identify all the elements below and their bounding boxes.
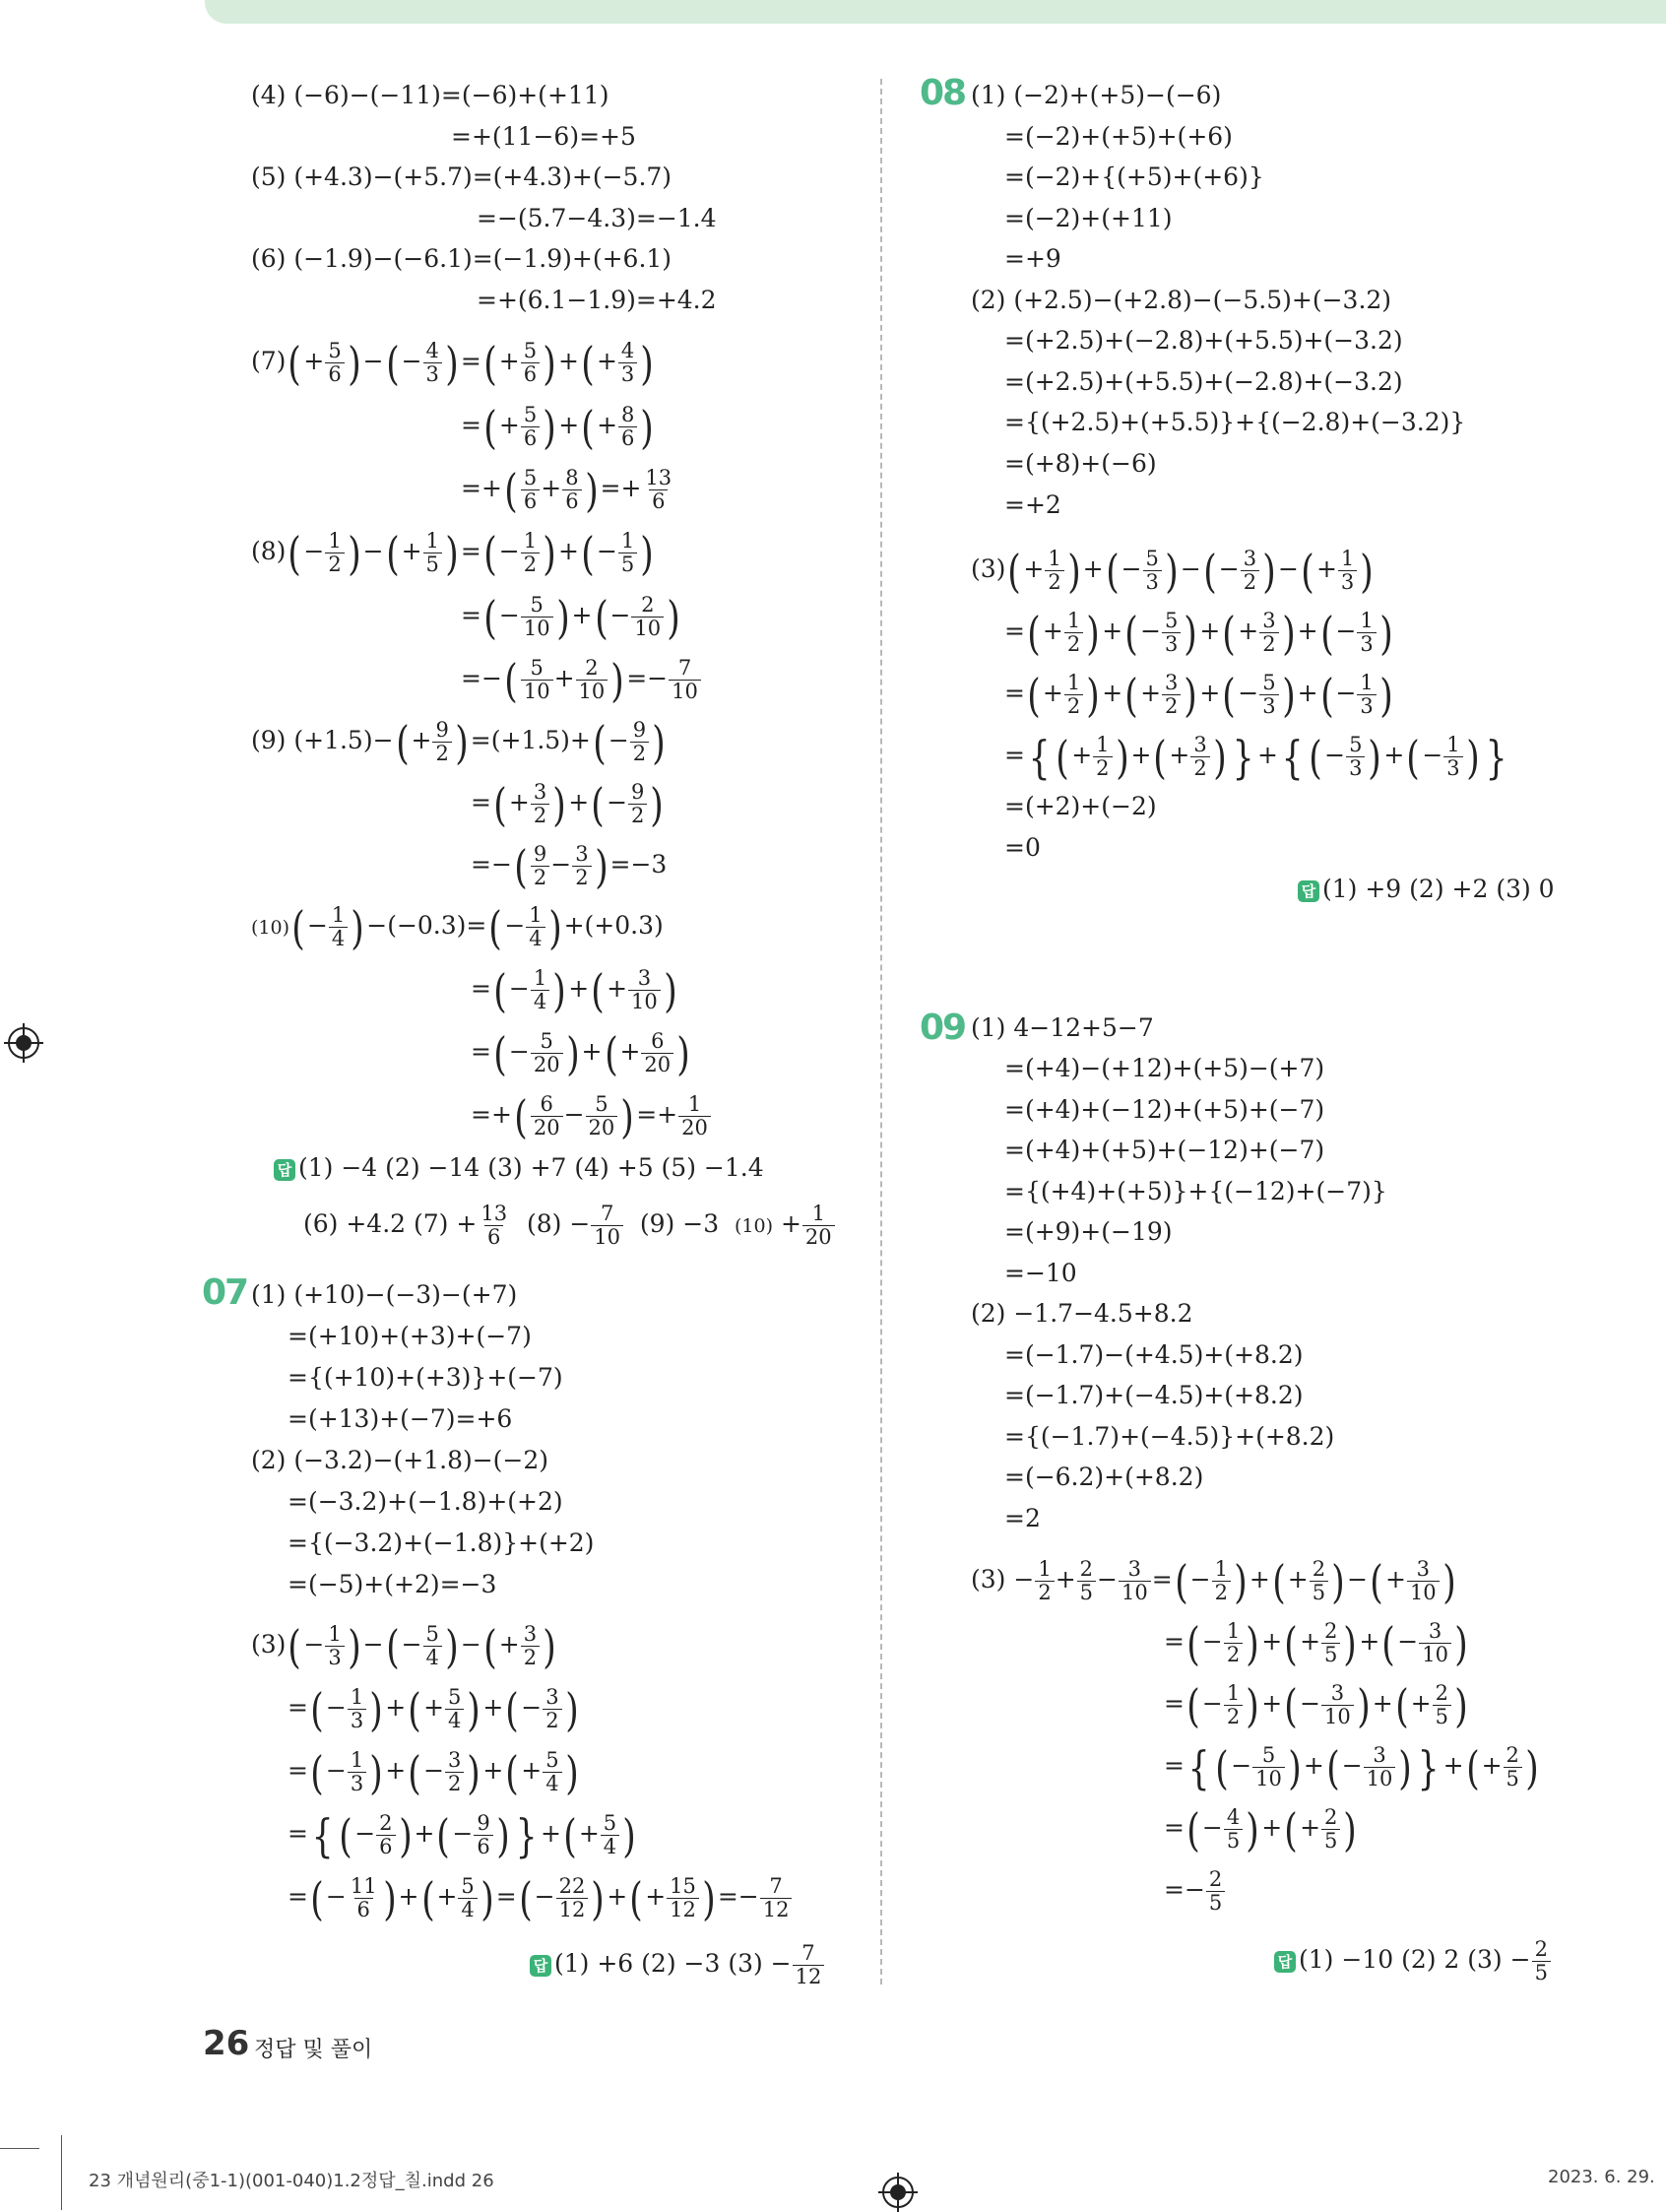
problem-9-line-3: =−( $\frac{9}{2}$ − $\frac{3}{2}$ )=−3	[471, 839, 668, 893]
s09-line-11: ={(−1.7)+(−4.5)}+(+8.2)	[1004, 1422, 1335, 1451]
s08-line-10: =(+8)+(−6)	[1004, 449, 1157, 478]
s09-line-7: =−10	[1004, 1259, 1077, 1287]
problem-5-line-2: =−(5.7−4.3)=−1.4	[477, 204, 717, 232]
s09-line-2: =(+4)−(+12)+(+5)−(+7)	[1004, 1054, 1325, 1082]
s09-line-4: =(+4)+(+5)+(−12)+(−7)	[1004, 1136, 1325, 1164]
s08-3-line-3: =(+ $\frac{1}{2}$ )+(+ $\frac{3}{2}$ )+(− $\frac{5}{3}$ )+(− $\frac{1}{3}$ )	[1004, 668, 1393, 722]
s09-line-10: =(−1.7)+(−4.5)+(+8.2)	[1004, 1381, 1304, 1409]
s09-3-line-3: =(− $\frac{1}{2}$ )+(− $\frac{3}{10}$ )+(+ $\frac{2}{5}$ )	[1164, 1678, 1468, 1732]
problem-10-line-2: =(− $\frac{1}{4}$ )+(+ $\frac{3}{10}$ )	[471, 963, 677, 1017]
s07-3-line-1: (3)(− $\frac{1}{3}$ )−(− $\frac{5}{4}$ )−(+ $\frac{3}{2}$ )	[251, 1619, 556, 1673]
s07-3-line-4: ={ (− $\frac{2}{6}$ )+(− $\frac{9}{6}$ ) } +(+ $\frac{5}{4}$ )	[288, 1808, 636, 1862]
s07-line-2: =(+10)+(+3)+(−7)	[288, 1322, 532, 1350]
problem-4-line-1: (4) (−6)−(−11)=(−6)+(+11)	[251, 81, 609, 109]
answer-06-text-2: (6) +4.2 (7) +	[303, 1209, 478, 1238]
s07-line-8: =(−5)+(+2)=−3	[288, 1570, 497, 1598]
registration-mark-icon	[8, 1027, 39, 1059]
s07-line-1: (1) (+10)−(−3)−(+7)	[251, 1280, 518, 1309]
s08-line-2: =(−2)+(+5)+(+6)	[1004, 122, 1233, 151]
answer-09: 답 (1) −10 (2) 2 (3) − $\frac{2}{5}$	[1274, 1938, 1552, 1984]
s08-line-11: =+2	[1004, 490, 1061, 519]
problem-8-line-1: (8)(− $\frac{1}{2}$ )−(+ $\frac{1}{5}$ )=(− $\frac{1}{2}$ )+(− $\frac{1}{5}$ )	[251, 526, 654, 580]
problem-10-line-4: =+( $\frac{6}{20}$ − $\frac{5}{20}$ )=+ $\frac{1}{20}$	[471, 1093, 712, 1139]
crop-mark	[0, 2148, 39, 2149]
s08-line-12: =(+2)+(−2)	[1004, 792, 1157, 820]
s08-3-line-4: ={ (+ $\frac{1}{2}$ )+(+ $\frac{3}{2}$ ) } +{ (− $\frac{5}{3}$ )+(− $\frac{1}{3}$ ) }	[1004, 730, 1507, 784]
s08-3-line-1: (3)(+ $\frac{1}{2}$ )+(− $\frac{5}{3}$ )−(− $\frac{3}{2}$ )−(+ $\frac{1}{3}$ )	[971, 544, 1374, 598]
answer-icon: 답	[274, 1159, 295, 1181]
s09-line-8: (2) −1.7−4.5+8.2	[971, 1299, 1193, 1328]
answer-08-text: (1) +9 (2) +2 (3) 0	[1322, 875, 1555, 903]
problem-10-line-3: =(− $\frac{5}{20}$ )+(+ $\frac{6}{20}$ )	[471, 1026, 690, 1080]
answer-08	[1298, 873, 1555, 906]
s08-line-9: ={(+2.5)+(+5.5)}+{(−2.8)+(−3.2)}	[1004, 408, 1466, 436]
problem-4-line-2: =+(11−6)=+5	[451, 122, 636, 151]
section-number-08: 08	[920, 73, 966, 113]
answer-06-row-1	[274, 1151, 764, 1185]
s07-line-4: =(+13)+(−7)=+6	[288, 1404, 513, 1433]
answer-06-text-1: (1) −4 (2) −14 (3) +7 (4) +5 (5) −1.4	[298, 1153, 764, 1182]
s09-3-line-2: =(− $\frac{1}{2}$ )+(+ $\frac{2}{5}$ )+(− $\frac{3}{10}$ )	[1164, 1616, 1468, 1670]
problem-5-line-1: (5) (+4.3)−(+5.7)=(+4.3)+(−5.7)	[251, 163, 673, 191]
problem-7-line-3: =+( $\frac{5}{6}$ + $\frac{8}{6}$ )=+ $\frac{13}{6}$	[461, 463, 673, 517]
answer-06-row-2: (6) +4.2 (7) + $\frac{13}{6}$ (8) − $\frac{7}{10}$ (9) −3 (10) + $\frac{1}{20}$	[303, 1203, 836, 1249]
s08-line-4: =(−2)+(+11)	[1004, 204, 1173, 232]
crop-mark	[61, 2135, 62, 2210]
s07-3-line-2: =(− $\frac{1}{3}$ )+(+ $\frac{5}{4}$ )+(− $\frac{3}{2}$ )	[288, 1682, 579, 1736]
s09-3-line-1: (3) − $\frac{1}{2}$ + $\frac{2}{5}$ − $\frac{3}{10}$ =(− $\frac{1}{2}$ )+(+ $\frac{2}{5}$ )−(+ $\frac{3}{10}$ )	[971, 1554, 1456, 1608]
problem-7-line-2: =(+ $\frac{5}{6}$ )+(+ $\frac{8}{6}$ )	[461, 400, 655, 454]
s07-line-3: ={(+10)+(+3)}+(−7)	[288, 1363, 563, 1392]
s07-3-line-5: =(− $\frac{11}{6}$ )+(+ $\frac{5}{4}$ )=(− $\frac{22}{12}$ )+(+ $\frac{15}{12}$ )=− $\frac{7}{12}$	[288, 1875, 793, 1921]
s09-line-3: =(+4)+(−12)+(+5)+(−7)	[1004, 1095, 1325, 1124]
slug-filename: 23 개념원리(중1-1)(001-040)1.2정답_칠.indd 26	[89, 2171, 494, 2191]
top-color-bar	[205, 0, 1666, 24]
slug-date: 2023. 6. 29.	[1548, 2167, 1655, 2187]
s09-3-line-6: =− $\frac{2}{5}$	[1164, 1868, 1226, 1915]
s08-line-6: (2) (+2.5)−(+2.8)−(−5.5)+(−3.2)	[971, 286, 1392, 314]
answer-07: 답 (1) +6 (2) −3 (3) − $\frac{7}{12}$	[530, 1942, 825, 1988]
page-label: 정답 및 풀이	[254, 2038, 373, 2062]
problem-8-line-2: =(− $\frac{5}{10}$ )+(− $\frac{2}{10}$ )	[461, 590, 680, 644]
s09-line-12: =(−6.2)+(+8.2)	[1004, 1463, 1204, 1491]
answer-icon: 답	[530, 1955, 551, 1977]
problem-8-line-3: =−( $\frac{5}{10}$ + $\frac{2}{10}$ )=− $\frac{7}{10}$	[461, 657, 702, 703]
answer-07-text: (1) +6 (2) −3 (3) −	[554, 1949, 792, 1978]
s09-line-13: =2	[1004, 1504, 1041, 1532]
s09-3-line-4: ={ (− $\frac{5}{10}$ )+(− $\frac{3}{10}$ ) } +(+ $\frac{2}{5}$ )	[1164, 1740, 1539, 1794]
s08-line-1: (1) (−2)+(+5)−(−6)	[971, 81, 1222, 109]
section-number-07: 07	[202, 1272, 248, 1313]
problem-6-line-1: (6) (−1.9)−(−6.1)=(−1.9)+(+6.1)	[251, 244, 673, 273]
s07-line-5: (2) (−3.2)−(+1.8)−(−2)	[251, 1446, 549, 1474]
s09-line-1: (1) 4−12+5−7	[971, 1013, 1154, 1042]
s09-line-6: =(+9)+(−19)	[1004, 1217, 1173, 1246]
s09-line-5: ={(+4)+(+5)}+{(−12)+(−7)}	[1004, 1177, 1387, 1205]
s09-line-9: =(−1.7)−(+4.5)+(+8.2)	[1004, 1340, 1304, 1369]
registration-mark-icon	[882, 2177, 914, 2208]
s07-line-7: ={(−3.2)+(−1.8)}+(+2)	[288, 1529, 595, 1557]
s08-line-13: =0	[1004, 833, 1041, 862]
s09-3-line-5: =(− $\frac{4}{5}$ )+(+ $\frac{2}{5}$ )	[1164, 1802, 1358, 1856]
s08-line-7: =(+2.5)+(−2.8)+(+5.5)+(−3.2)	[1004, 326, 1403, 355]
problem-9-line-2: =(+ $\frac{3}{2}$ )+(− $\frac{9}{2}$ )	[471, 777, 665, 831]
problem-10-line-1: (10)(− $\frac{1}{4}$ )−(−0.3)=(− $\frac{1}{4}$ )+(+0.3)	[251, 900, 664, 954]
problem-7-line-1: (7)(+ $\frac{5}{6}$ )−(− $\frac{4}{3}$ )=(+ $\frac{5}{6}$ )+(+ $\frac{4}{3}$ )	[251, 336, 654, 390]
s08-line-8: =(+2.5)+(+5.5)+(−2.8)+(−3.2)	[1004, 367, 1403, 396]
problem-9-line-1: (9) (+1.5)−(+ $\frac{9}{2}$ )=(+1.5)+(− $\frac{9}{2}$ )	[251, 715, 666, 769]
s08-line-3: =(−2)+{(+5)+(+6)}	[1004, 163, 1264, 191]
answer-icon: 답	[1274, 1951, 1296, 1973]
answer-09-text: (1) −10 (2) 2 (3) −	[1299, 1945, 1531, 1974]
section-number-09: 09	[920, 1008, 966, 1048]
s08-line-5: =+9	[1004, 244, 1061, 273]
s08-3-line-2: =(+ $\frac{1}{2}$ )+(− $\frac{5}{3}$ )+(+ $\frac{3}{2}$ )+(− $\frac{1}{3}$ )	[1004, 606, 1393, 660]
answer-icon: 답	[1298, 880, 1319, 902]
s07-line-6: =(−3.2)+(−1.8)+(+2)	[288, 1487, 563, 1516]
s07-3-line-3: =(− $\frac{1}{3}$ )+(− $\frac{3}{2}$ )+(+ $\frac{5}{4}$ )	[288, 1745, 579, 1799]
column-divider	[880, 79, 882, 1984]
page-number: 26	[203, 2024, 250, 2063]
problem-6-line-2: =+(6.1−1.9)=+4.2	[477, 286, 717, 314]
